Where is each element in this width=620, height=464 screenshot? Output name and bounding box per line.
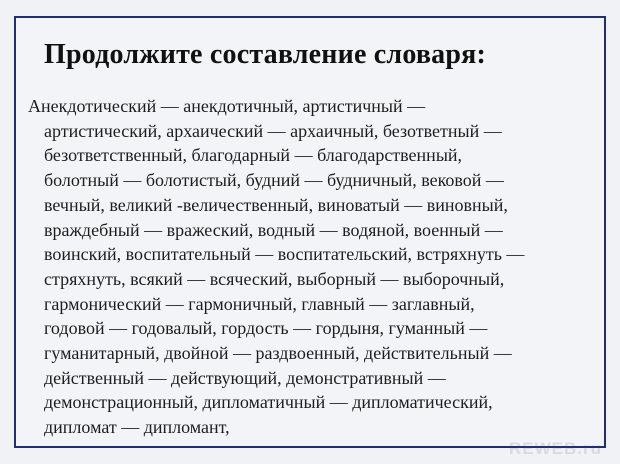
vocabulary-line: артистический, архаический — архаичный, безответный — <box>44 120 502 141</box>
vocabulary-line: дипломат — дипломант, <box>44 417 230 438</box>
vocabulary-list <box>28 94 588 440</box>
vocabulary-line: Анекдотический — анекдотичный, артистичный — <box>28 96 426 116</box>
vocabulary-line: стряхнуть, всякий — всяческий, выборный — выборочный, <box>44 268 505 289</box>
vocabulary-line: вечный, великий -величественный, виноватый — виновный, <box>44 194 508 215</box>
vocabulary-line: враждебный — вражеский, водный — водяной, военный — <box>44 219 503 240</box>
vocabulary-line: демонстрационный, дипломатичный — дипломатический, <box>44 392 493 413</box>
vocabulary-line: воинский, воспитательный — воспитательский, встряхнуть — <box>44 244 525 265</box>
watermark: REWEB.ru <box>509 439 602 458</box>
vocabulary-line: гармонический — гармоничный, главный — заглавный, <box>44 293 475 314</box>
vocabulary-line: болотный — болотистый, будний — будничный, вековой — <box>44 170 504 191</box>
vocabulary-line: действенный — действующий, демонстративный — <box>44 367 446 388</box>
vocabulary-line: годовой — годовалый, гордость — гордыня, гуманный — <box>44 318 488 339</box>
slide-title: Продолжите составление словаря: <box>44 39 487 70</box>
vocabulary-line: безответственный, благодарный — благодарственный, <box>44 145 463 166</box>
vocabulary-line: гуманитарный, двойной — раздвоенный, действительный — <box>44 343 512 364</box>
